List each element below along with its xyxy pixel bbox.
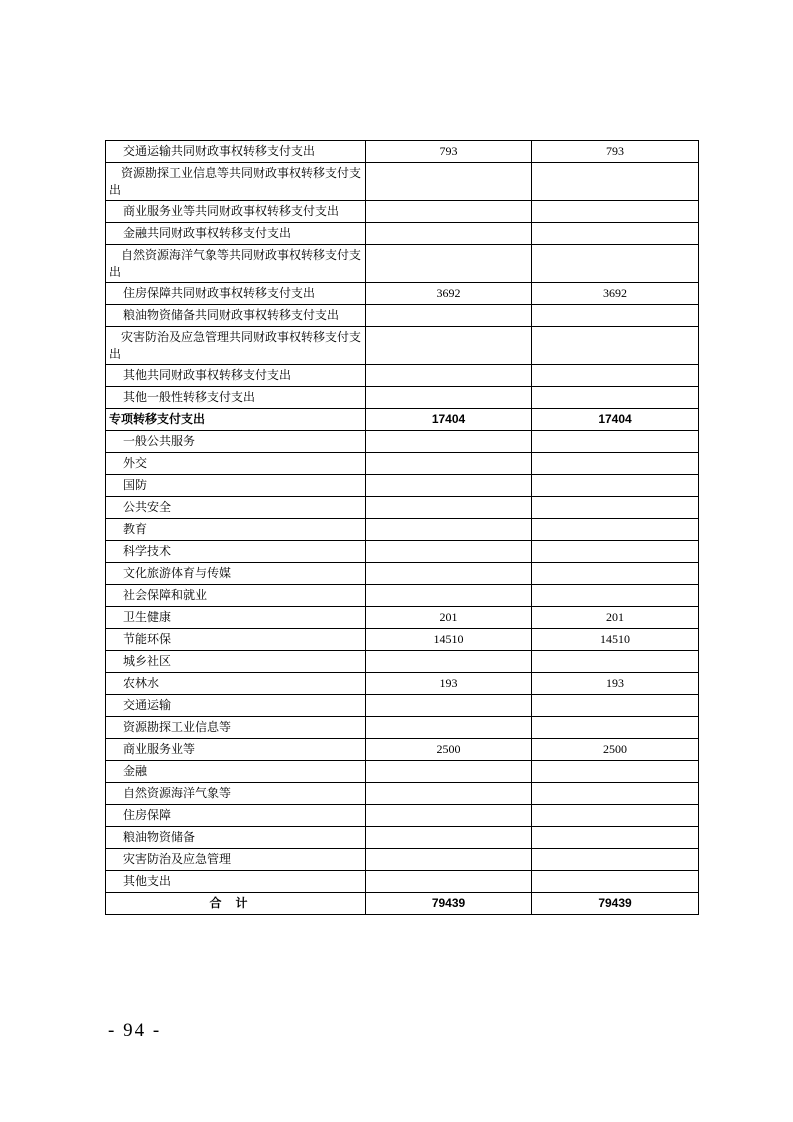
budget-value-cell — [366, 761, 532, 783]
budget-value-cell — [366, 541, 532, 563]
actual-value-cell — [532, 805, 699, 827]
actual-value-cell — [532, 827, 699, 849]
table-row — [106, 453, 699, 475]
table-row — [106, 651, 699, 673]
row-name-cell: 金融共同财政事权转移支付支出 — [106, 223, 366, 245]
row-name-cell: 文化旅游体育与传媒 — [106, 563, 366, 585]
budget-value-cell: 17404 — [366, 409, 532, 431]
row-name-cell: 资源勘探工业信息等共同财政事权转移支付支出 — [106, 163, 366, 201]
table-row — [106, 365, 699, 387]
budget-value-cell — [366, 871, 532, 893]
table-row — [106, 717, 699, 739]
table-row — [106, 305, 699, 327]
budget-table — [105, 140, 699, 915]
budget-value-cell — [366, 475, 532, 497]
row-name-cell: 金融 — [106, 761, 366, 783]
actual-value-cell — [532, 163, 699, 201]
actual-value-cell — [532, 695, 699, 717]
row-name-cell: 其他共同财政事权转移支付支出 — [106, 365, 366, 387]
actual-value-cell: 201 — [532, 607, 699, 629]
section-header-row — [106, 409, 699, 431]
total-label-cell: 合计 — [106, 893, 366, 915]
budget-value-cell — [366, 245, 532, 283]
table-row — [106, 245, 699, 283]
budget-value-cell — [366, 783, 532, 805]
total-row — [106, 893, 699, 915]
actual-value-cell — [532, 651, 699, 673]
budget-value-cell — [366, 305, 532, 327]
row-name-cell: 粮油物资储备 — [106, 827, 366, 849]
actual-value-cell — [532, 541, 699, 563]
budget-value-cell — [366, 201, 532, 223]
table-row — [106, 327, 699, 365]
row-name-cell: 国防 — [106, 475, 366, 497]
table-row — [106, 497, 699, 519]
budget-value-cell — [366, 497, 532, 519]
row-name-cell: 粮油物资储备共同财政事权转移支付支出 — [106, 305, 366, 327]
table-row — [106, 563, 699, 585]
table-row — [106, 163, 699, 201]
budget-value-cell: 3692 — [366, 283, 532, 305]
actual-value-cell — [532, 849, 699, 871]
table-row — [106, 805, 699, 827]
row-name-cell: 专项转移支付支出 — [106, 409, 366, 431]
actual-value-cell — [532, 201, 699, 223]
row-name-cell: 商业服务业等 — [106, 739, 366, 761]
actual-value-cell: 3692 — [532, 283, 699, 305]
actual-value-cell — [532, 223, 699, 245]
actual-value-cell: 793 — [532, 141, 699, 163]
budget-value-cell: 14510 — [366, 629, 532, 651]
actual-value-cell — [532, 327, 699, 365]
row-name-cell: 外交 — [106, 453, 366, 475]
budget-value-cell — [366, 519, 532, 541]
row-name-cell: 自然资源海洋气象等共同财政事权转移支付支出 — [106, 245, 366, 283]
budget-value-cell — [366, 563, 532, 585]
row-name-cell: 商业服务业等共同财政事权转移支付支出 — [106, 201, 366, 223]
budget-value-cell — [366, 827, 532, 849]
budget-value-cell — [366, 163, 532, 201]
actual-value-cell — [532, 305, 699, 327]
table-row — [106, 475, 699, 497]
row-name-cell: 灾害防治及应急管理 — [106, 849, 366, 871]
row-name-cell: 住房保障 — [106, 805, 366, 827]
actual-value-cell — [532, 365, 699, 387]
actual-value-cell — [532, 475, 699, 497]
row-name-cell: 社会保障和就业 — [106, 585, 366, 607]
table-row — [106, 849, 699, 871]
actual-value-cell — [532, 453, 699, 475]
table-row — [106, 871, 699, 893]
actual-value-cell — [532, 245, 699, 283]
table-row — [106, 673, 699, 695]
budget-value-cell — [366, 327, 532, 365]
actual-value-cell — [532, 761, 699, 783]
budget-value-cell: 193 — [366, 673, 532, 695]
budget-value-cell — [366, 805, 532, 827]
budget-value-cell — [366, 849, 532, 871]
table-row — [106, 201, 699, 223]
row-name-cell: 科学技术 — [106, 541, 366, 563]
row-name-cell: 住房保障共同财政事权转移支付支出 — [106, 283, 366, 305]
row-name-cell: 交通运输共同财政事权转移支付支出 — [106, 141, 366, 163]
budget-value-cell: 201 — [366, 607, 532, 629]
total-budget-cell: 79439 — [366, 893, 532, 915]
actual-value-cell — [532, 585, 699, 607]
table-row — [106, 283, 699, 305]
budget-value-cell — [366, 651, 532, 673]
table-row — [106, 695, 699, 717]
actual-value-cell — [532, 563, 699, 585]
row-name-cell: 卫生健康 — [106, 607, 366, 629]
budget-value-cell — [366, 717, 532, 739]
actual-value-cell — [532, 497, 699, 519]
table-row — [106, 607, 699, 629]
budget-value-cell: 793 — [366, 141, 532, 163]
budget-value-cell — [366, 431, 532, 453]
actual-value-cell — [532, 519, 699, 541]
row-name-cell: 其他一般性转移支付支出 — [106, 387, 366, 409]
table-row — [106, 827, 699, 849]
table-row — [106, 223, 699, 245]
row-name-cell: 农林水 — [106, 673, 366, 695]
table-row — [106, 585, 699, 607]
row-name-cell: 公共安全 — [106, 497, 366, 519]
table-row — [106, 141, 699, 163]
page-number: - 94 - — [108, 1020, 162, 1041]
budget-value-cell: 2500 — [366, 739, 532, 761]
actual-value-cell — [532, 871, 699, 893]
row-name-cell: 资源勘探工业信息等 — [106, 717, 366, 739]
actual-value-cell — [532, 387, 699, 409]
table-row — [106, 387, 699, 409]
table-row — [106, 783, 699, 805]
table-row — [106, 519, 699, 541]
budget-value-cell — [366, 223, 532, 245]
actual-value-cell — [532, 717, 699, 739]
row-name-cell: 自然资源海洋气象等 — [106, 783, 366, 805]
row-name-cell: 交通运输 — [106, 695, 366, 717]
actual-value-cell: 14510 — [532, 629, 699, 651]
table-row — [106, 431, 699, 453]
row-name-cell: 城乡社区 — [106, 651, 366, 673]
budget-value-cell — [366, 695, 532, 717]
budget-value-cell — [366, 387, 532, 409]
row-name-cell: 一般公共服务 — [106, 431, 366, 453]
row-name-cell: 灾害防治及应急管理共同财政事权转移支付支出 — [106, 327, 366, 365]
table-row — [106, 761, 699, 783]
actual-value-cell: 2500 — [532, 739, 699, 761]
actual-value-cell — [532, 783, 699, 805]
budget-table-body — [106, 141, 699, 915]
row-name-cell: 教育 — [106, 519, 366, 541]
budget-value-cell — [366, 585, 532, 607]
table-row — [106, 629, 699, 651]
budget-value-cell — [366, 453, 532, 475]
table-row — [106, 739, 699, 761]
budget-value-cell — [366, 365, 532, 387]
row-name-cell: 节能环保 — [106, 629, 366, 651]
actual-value-cell: 193 — [532, 673, 699, 695]
actual-value-cell — [532, 431, 699, 453]
row-name-cell: 其他支出 — [106, 871, 366, 893]
actual-value-cell: 17404 — [532, 409, 699, 431]
table-row — [106, 541, 699, 563]
total-actual-cell: 79439 — [532, 893, 699, 915]
